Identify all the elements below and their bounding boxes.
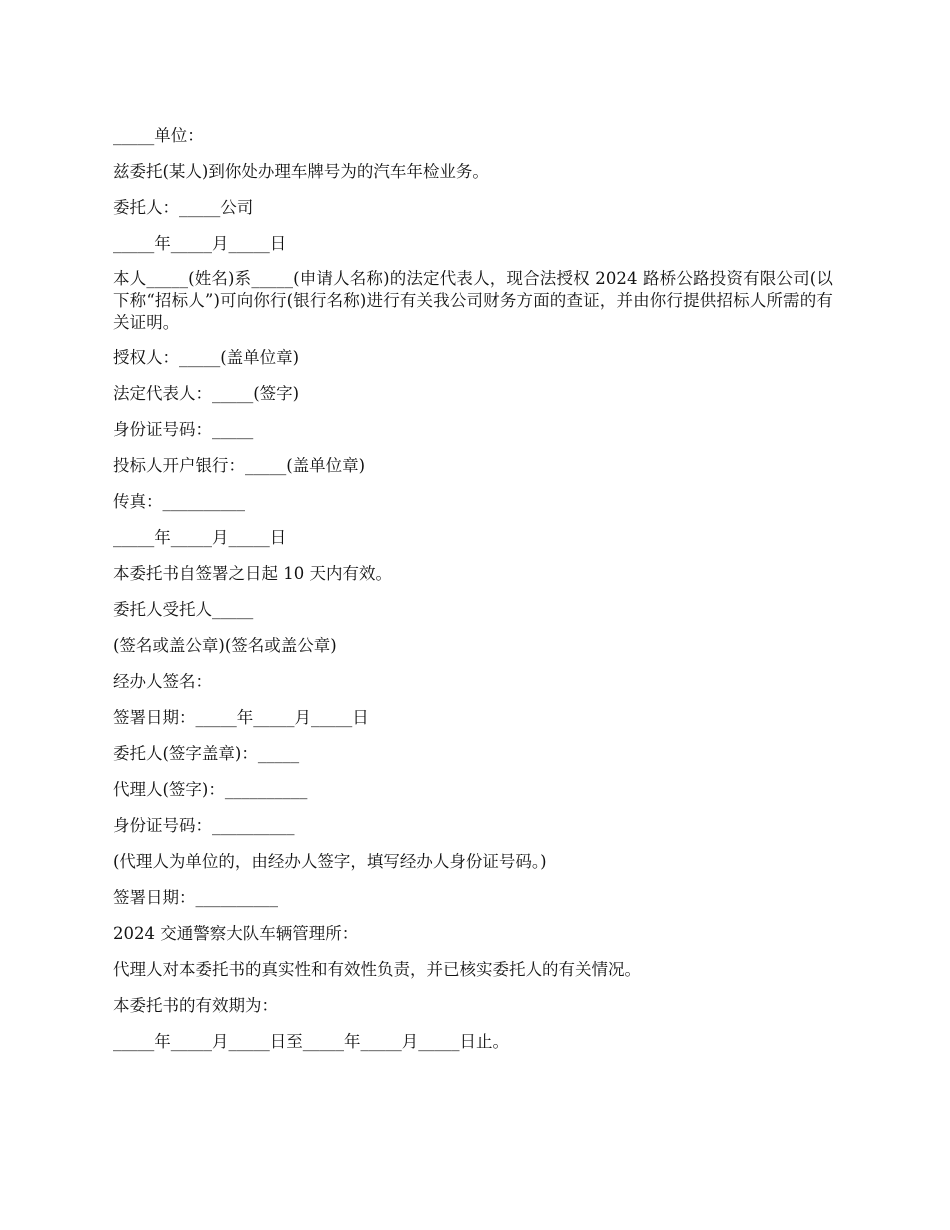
date-line: _____年_____月_____日 (113, 234, 287, 253)
date-line: _____年_____月_____日 (113, 528, 287, 547)
responsibility-statement: 代理人对本委托书的真实性和有效性负责，并已核实委托人的有关情况。 (113, 960, 641, 979)
principal-company-line: 委托人：_____公司 (113, 198, 254, 217)
id-number-line: 身份证号码：__________ (113, 816, 295, 835)
agent-note-line: (代理人为单位的，由经办人签字，填写经办人身份证号码。) (113, 852, 547, 871)
signature-note-line: (签名或盖公章)(签名或盖公章) (113, 636, 337, 655)
validity-period-dates: _____年_____月_____日至_____年_____月_____日止。 (113, 1032, 509, 1051)
id-number-line: 身份证号码：_____ (113, 420, 254, 439)
document-body (113, 124, 833, 1066)
authorizer-line: 授权人：_____(盖单位章) (113, 348, 300, 367)
bank-line: 投标人开户银行：_____(盖单位章) (113, 456, 366, 475)
principal-agent-line: 委托人受托人_____ (113, 600, 254, 619)
entrust-statement: 兹委托(某人)到你处办理车牌号为的汽车年检业务。 (113, 162, 489, 181)
signing-date-line: 签署日期：_____年_____月_____日 (113, 708, 369, 727)
validity-statement: 本委托书自签署之日起 10 天内有效。 (113, 564, 392, 583)
legal-representative-line: 法定代表人：_____(签字) (113, 384, 300, 403)
unit-address-line: _____单位： (113, 126, 204, 145)
recipient-line: 2024 交通警察大队车辆管理所： (113, 924, 359, 943)
handler-signature-line: 经办人签名： (113, 672, 212, 691)
fax-line: 传真：__________ (113, 492, 245, 511)
validity-period-label: 本委托书的有效期为： (113, 996, 278, 1015)
signing-date-line: 签署日期：__________ (113, 888, 278, 907)
authorization-paragraph: 本人_____(姓名)系_____(申请人名称)的法定代表人，现合法授权 2024 路桥公路投资有限公司(以下称“招标人”)可向你行(银行名称)进行有关我公司财务方面的查证，并由你行提供招标人所需的有关证明。 (113, 269, 833, 332)
principal-signature-line: 委托人(签字盖章)：_____ (113, 744, 300, 763)
agent-signature-line: 代理人(签字)：__________ (113, 780, 308, 799)
